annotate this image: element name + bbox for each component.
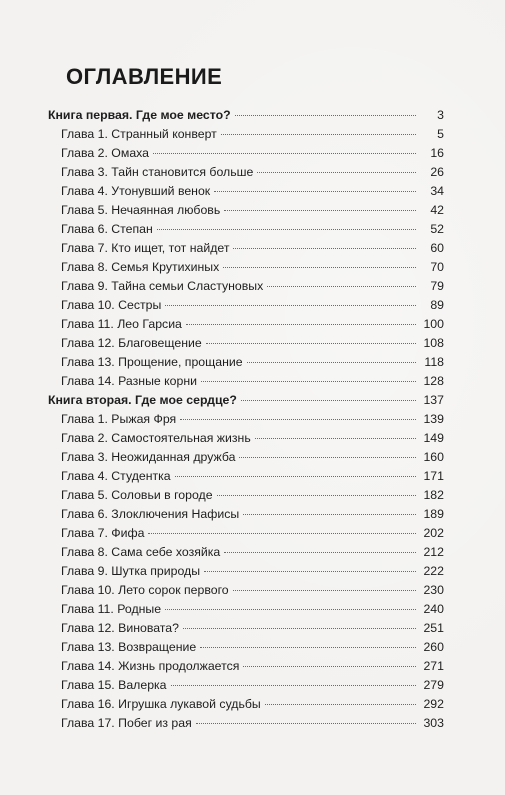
page-number: 118	[424, 355, 444, 369]
dot-leader	[206, 343, 416, 344]
chapter-title: Глава 14. Разные корни	[61, 374, 198, 388]
chapter-title: Глава 8. Семья Крутихиных	[61, 260, 220, 274]
toc-chapter-entry	[48, 467, 444, 486]
chapter-title: Глава 7. Фифа	[61, 526, 145, 540]
page-number: 89	[430, 298, 444, 312]
page-number: 240	[423, 602, 444, 616]
chapter-title: Глава 9. Тайна семьи Сластуновых	[61, 279, 264, 293]
chapter-title: Глава 2. Омаха	[61, 146, 150, 160]
toc-chapter-entry	[48, 486, 444, 505]
toc-chapter-entry	[48, 562, 444, 581]
toc-chapter-entry	[48, 353, 444, 372]
toc-chapter-entry	[48, 581, 444, 600]
page-number: 108	[423, 336, 444, 350]
dot-leader	[157, 229, 416, 230]
dot-leader	[233, 590, 416, 591]
page-number: 160	[423, 450, 444, 464]
page-number: 60	[430, 241, 444, 255]
toc-chapter-entry	[48, 372, 444, 391]
chapter-title: Глава 6. Степан	[61, 222, 153, 236]
chapter-title: Глава 14. Жизнь продолжается	[61, 659, 240, 673]
page-number: 251	[423, 621, 444, 635]
chapter-title: Глава 13. Прощение, прощание	[61, 355, 243, 369]
dot-leader	[153, 153, 416, 154]
page-number: 260	[423, 640, 444, 654]
dot-leader	[214, 191, 416, 192]
toc-chapter-entry	[48, 182, 444, 201]
page-number: 42	[430, 203, 444, 217]
page-number: 79	[430, 279, 444, 293]
chapter-title: Глава 15. Валерка	[61, 678, 167, 692]
page-number: 271	[423, 659, 444, 673]
page-number: 34	[430, 184, 444, 198]
dot-leader	[224, 210, 416, 211]
page-number: 52	[430, 222, 444, 236]
toc-chapter-entry	[48, 543, 444, 562]
page-number: 149	[423, 431, 444, 445]
toc-chapter-entry	[48, 429, 444, 448]
toc-chapter-entry	[48, 315, 444, 334]
dot-leader	[200, 647, 416, 648]
page-number: 222	[423, 564, 444, 578]
dot-leader	[243, 666, 416, 667]
toc-chapter-entry	[48, 695, 444, 714]
dot-leader	[165, 305, 416, 306]
page-number: 230	[423, 583, 444, 597]
toc-chapter-entry	[48, 163, 444, 182]
chapter-title: Глава 9. Шутка природы	[61, 564, 201, 578]
chapter-title: Глава 10. Лето сорок первого	[61, 583, 229, 597]
chapter-title: Глава 16. Игрушка лукавой судьбы	[61, 697, 261, 711]
chapter-title: Глава 13. Возвращение	[61, 640, 197, 654]
dot-leader	[180, 419, 416, 420]
table-of-contents	[48, 106, 444, 733]
toc-chapter-entry	[48, 258, 444, 277]
chapter-title: Глава 10. Сестры	[61, 298, 162, 312]
page-number: 279	[423, 678, 444, 692]
dot-leader	[224, 552, 416, 553]
page-number: 202	[423, 526, 444, 540]
page-number: 139	[423, 412, 444, 426]
page-number: 171	[423, 469, 444, 483]
chapter-title: Глава 4. Утонувший венок	[61, 184, 211, 198]
toc-chapter-entry	[48, 657, 444, 676]
dot-leader	[267, 286, 416, 287]
page-number: 212	[423, 545, 444, 559]
toc-chapter-entry	[48, 638, 444, 657]
toc-chapter-entry	[48, 410, 444, 429]
dot-leader	[239, 457, 416, 458]
toc-chapter-entry	[48, 277, 444, 296]
dot-leader	[235, 115, 416, 116]
dot-leader	[255, 438, 416, 439]
dot-leader	[171, 685, 416, 686]
chapter-title: Глава 17. Побег из рая	[61, 716, 192, 730]
toc-book-heading	[48, 106, 444, 125]
chapter-title: Глава 2. Самостоятельная жизнь	[61, 431, 251, 445]
dot-leader	[201, 381, 416, 382]
page-number: 292	[423, 697, 444, 711]
toc-chapter-entry	[48, 714, 444, 733]
chapter-title: Глава 6. Злоключения Нафисы	[61, 507, 240, 521]
page-number: 137	[423, 393, 444, 407]
chapter-title: Глава 5. Соловьи в городе	[61, 488, 213, 502]
chapter-title: Глава 11. Родные	[61, 602, 162, 616]
dot-leader	[183, 628, 416, 629]
page-title: ОГЛАВЛЕНИЕ	[66, 64, 223, 89]
dot-leader	[186, 324, 416, 325]
dot-leader	[221, 134, 416, 135]
toc-chapter-entry	[48, 220, 444, 239]
toc-chapter-entry	[48, 239, 444, 258]
dot-leader	[243, 514, 416, 515]
chapter-title: Глава 11. Лео Гарсиа	[61, 317, 182, 331]
toc-chapter-entry	[48, 619, 444, 638]
page-number: 182	[423, 488, 444, 502]
book-title: Книга вторая. Где мое сердце?	[48, 393, 237, 407]
dot-leader	[247, 362, 416, 363]
page-number: 5	[437, 127, 444, 141]
dot-leader	[217, 495, 416, 496]
toc-chapter-entry	[48, 505, 444, 524]
dot-leader	[148, 533, 416, 534]
page-number: 16	[430, 146, 444, 160]
page-number: 189	[423, 507, 444, 521]
chapter-title: Глава 4. Студентка	[61, 469, 171, 483]
book-title: Книга первая. Где мое место?	[48, 108, 231, 122]
page-number: 128	[423, 374, 444, 388]
dot-leader	[175, 476, 416, 477]
dot-leader	[204, 571, 416, 572]
page-number: 26	[430, 165, 444, 179]
chapter-title: Глава 1. Рыжая Фря	[61, 412, 177, 426]
toc-chapter-entry	[48, 600, 444, 619]
dot-leader	[265, 704, 416, 705]
toc-chapter-entry	[48, 296, 444, 315]
chapter-title: Глава 12. Виновата?	[61, 621, 179, 635]
page-number: 100	[423, 317, 444, 331]
dot-leader	[223, 267, 416, 268]
page-number: 303	[423, 716, 444, 730]
toc-chapter-entry	[48, 334, 444, 353]
chapter-title: Глава 1. Странный конверт	[61, 127, 217, 141]
page-number: 70	[430, 260, 444, 274]
chapter-title: Глава 8. Сама себе хозяйка	[61, 545, 221, 559]
dot-leader	[165, 609, 416, 610]
chapter-title: Глава 7. Кто ищет, тот найдет	[61, 241, 230, 255]
chapter-title: Глава 12. Благовещение	[61, 336, 202, 350]
chapter-title: Глава 5. Нечаянная любовь	[61, 203, 221, 217]
dot-leader	[233, 248, 416, 249]
toc-chapter-entry	[48, 144, 444, 163]
chapter-title: Глава 3. Тайн становится больше	[61, 165, 254, 179]
page-number: 3	[437, 108, 444, 122]
toc-chapter-entry	[48, 201, 444, 220]
dot-leader	[241, 400, 416, 401]
dot-leader	[196, 723, 416, 724]
toc-chapter-entry	[48, 125, 444, 144]
toc-chapter-entry	[48, 524, 444, 543]
toc-chapter-entry	[48, 448, 444, 467]
chapter-title: Глава 3. Неожиданная дружба	[61, 450, 236, 464]
toc-chapter-entry	[48, 676, 444, 695]
dot-leader	[257, 172, 416, 173]
toc-book-heading	[48, 391, 444, 410]
